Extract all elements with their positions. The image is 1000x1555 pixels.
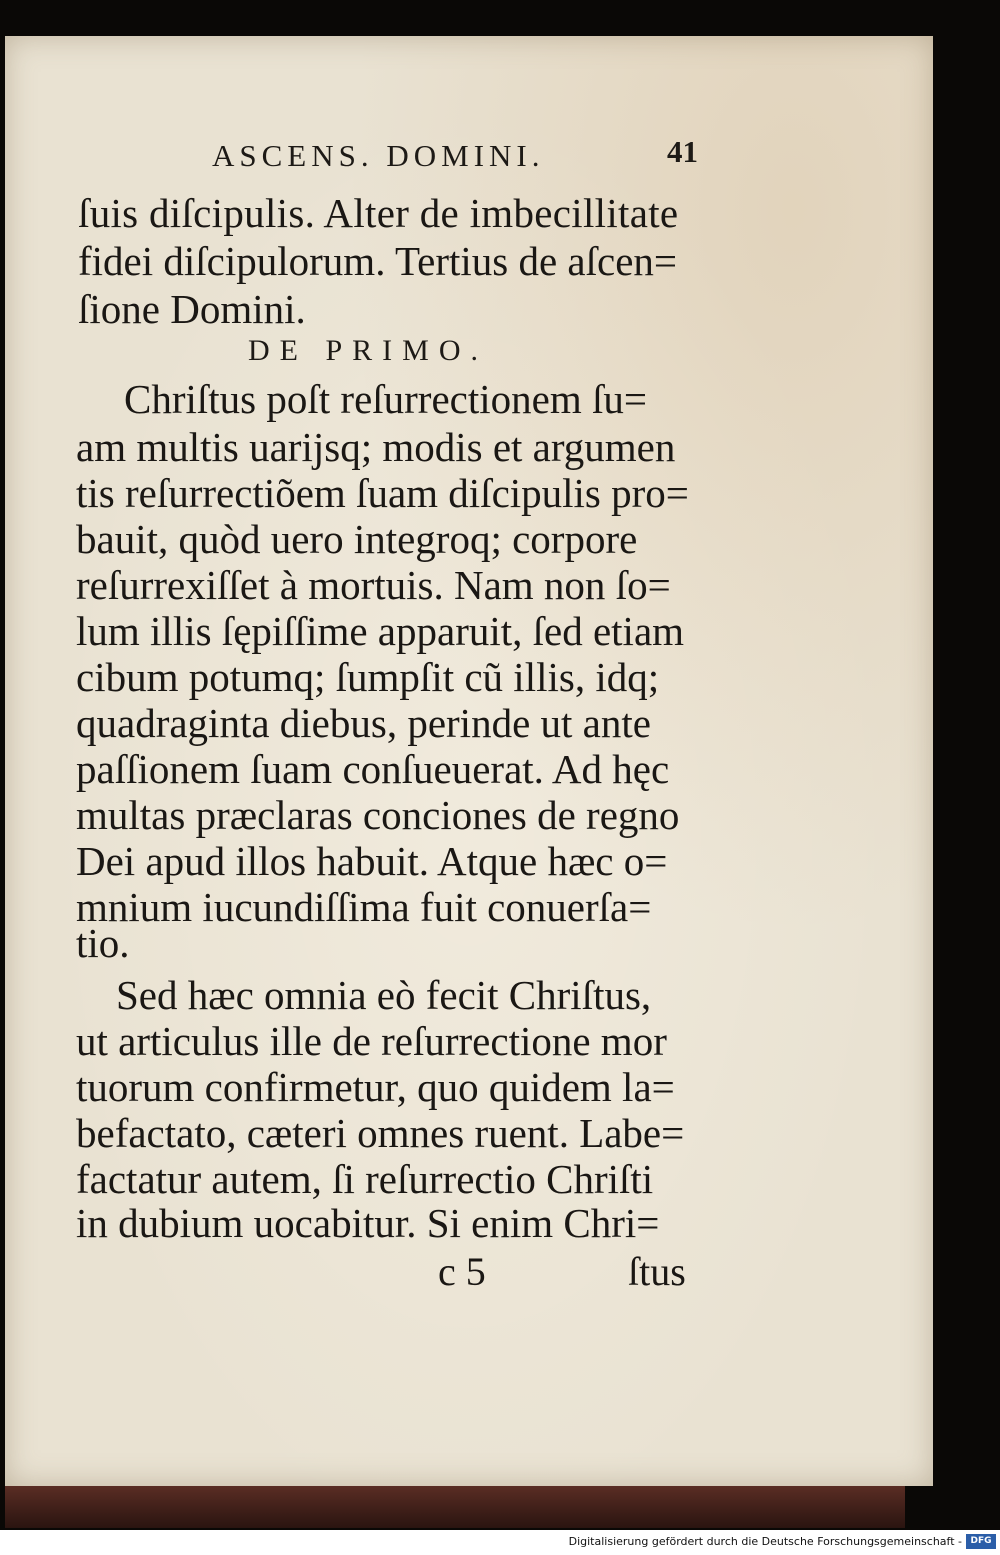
text-line: am multis uarijsq; modis et argumen xyxy=(76,424,676,470)
text-line: paſſionem ſuam conſueuerat. Ad hęc xyxy=(76,746,670,792)
text-line: cibum potumq; ſumpſit cũ illis, idq; xyxy=(76,654,660,700)
text-line: ut articulus ille de reſurrectione mor xyxy=(76,1018,667,1064)
text-line: in dubium uocabitur. Si enim Chri= xyxy=(76,1200,660,1246)
text-line: befactato, cæteri omnes ruent. Labe= xyxy=(76,1110,685,1156)
text-line: ſione Domini. xyxy=(78,286,306,332)
text-line: reſurrexiſſet à mortuis. Nam non ſo= xyxy=(76,562,671,608)
text-line: tis reſurrectiõem ſuam diſcipulis pro= xyxy=(76,470,689,516)
funding-credit: Digitalisierung gefördert durch die Deutsche Forschungsgemeinschaft - xyxy=(568,1535,962,1548)
text-line: ſuis diſcipulis. Alter de imbecillitate xyxy=(78,190,679,236)
digitization-footer xyxy=(0,1530,1000,1555)
text-line: quadraginta diebus, perinde ut ante xyxy=(76,700,651,746)
text-line: Chriſtus poſt reſurrectionem ſu= xyxy=(124,376,647,422)
dfg-logo: DFG xyxy=(966,1534,996,1549)
running-title: ASCENS. DOMINI. xyxy=(212,138,545,173)
book-cover-edge xyxy=(5,1486,905,1528)
text-line: multas præclaras conciones de regno xyxy=(76,792,680,838)
text-line: tuorum confirmetur, quo quidem la= xyxy=(76,1064,675,1110)
catchword: ſtus xyxy=(628,1249,686,1294)
text-line: bauit, quòd uero integroq; corpore xyxy=(76,516,638,562)
text-line: fidei diſcipulorum. Tertius de aſcen= xyxy=(78,238,678,284)
text-line: lum illis ſępiſſime apparuit, ſed etiam xyxy=(76,608,685,654)
text-line: mnium iucundiſſima fuit conuerſa= xyxy=(76,884,652,930)
text-line: tio. xyxy=(76,920,130,966)
signature-mark: c 5 xyxy=(438,1249,486,1294)
text-line: factatur autem, ſi reſurrectio Chriſti xyxy=(76,1156,654,1202)
section-heading: DE PRIMO. xyxy=(248,334,489,367)
text-line: Sed hæc omnia eò fecit Chriſtus, xyxy=(116,972,652,1018)
page-number: 41 xyxy=(667,134,698,169)
running-header xyxy=(212,134,712,178)
text-line: Dei apud illos habuit. Atque hæc o= xyxy=(76,838,668,884)
